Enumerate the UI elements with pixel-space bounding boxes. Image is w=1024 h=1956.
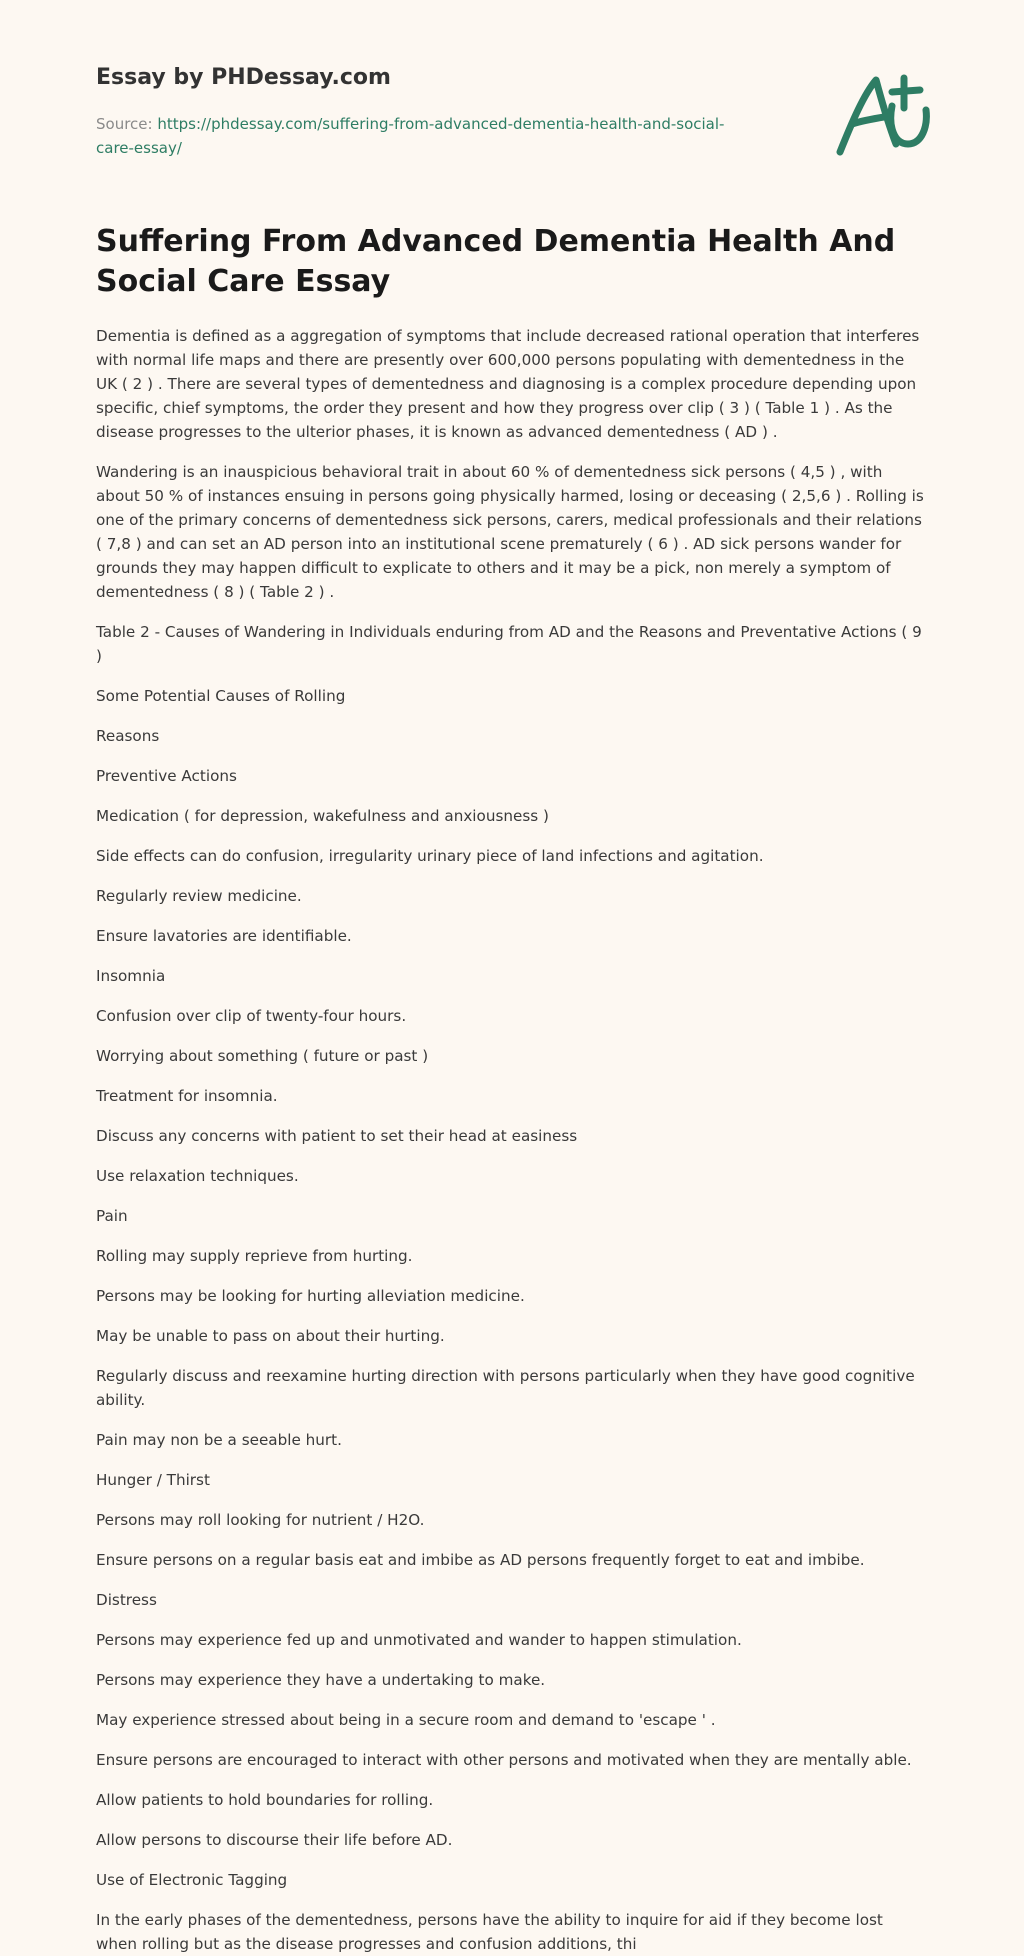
essay-paragraph: Side effects can do confusion, irregularity urinary piece of land infections and agitation.	[96, 847, 764, 865]
source-link[interactable]: https://phdessay.com/suffering-from-advanced-dementia-health-and-social-care-essay/	[96, 115, 725, 157]
essay-paragraph: Ensure persons are encouraged to interact with other persons and motivated when they are mentally able.	[96, 1751, 912, 1769]
essay-paragraph: Persons may roll looking for nutrient / H2O.	[96, 1511, 425, 1529]
essay-paragraph: Allow persons to discourse their life before AD.	[96, 1831, 453, 1849]
source-label: Source:	[96, 115, 158, 133]
source-line	[96, 112, 736, 160]
essay-body	[96, 324, 928, 1956]
essay-paragraph: Pain	[96, 1207, 128, 1225]
essay-paragraph: May experience stressed about being in a secure room and demand to 'escape ' .	[96, 1711, 716, 1729]
essay-paragraph: Treatment for insomnia.	[96, 1087, 278, 1105]
essay-paragraph: Persons may experience they have a undertaking to make.	[96, 1671, 546, 1689]
essay-paragraph: Persons may be looking for hurting alleviation medicine.	[96, 1287, 525, 1305]
essay-paragraph: Distress	[96, 1591, 157, 1609]
page-header	[96, 0, 928, 200]
essay-paragraph: Insomnia	[96, 967, 166, 985]
essay-paragraph: Table 2 - Causes of Wandering in Individuals enduring from AD and the Reasons and Preventative Actions ( 9 )	[96, 623, 922, 665]
essay-paragraph: Use of Electronic Tagging	[96, 1871, 288, 1889]
essay-paragraph: Worrying about something ( future or past )	[96, 1047, 429, 1065]
site-brand: Essay by PHDessay.com	[96, 65, 391, 90]
essay-paragraph: Hunger / Thirst	[96, 1471, 210, 1489]
essay-paragraph: Pain may non be a seeable hurt.	[96, 1431, 342, 1449]
essay-paragraph: Use relaxation techniques.	[96, 1167, 299, 1185]
essay-paragraph: In the early phases of the dementedness, persons have the ability to inquire for aid if they become lost when rolling but as the disease progresses and confusion additions, thi	[96, 1911, 883, 1953]
essay-paragraph: May be unable to pass on about their hurting.	[96, 1327, 445, 1345]
essay-paragraph: Allow patients to hold boundaries for rolling.	[96, 1791, 434, 1809]
essay-title: Suffering From Advanced Dementia Health And Social Care Essay	[96, 224, 896, 299]
essay-paragraph: Regularly discuss and reexamine hurting direction with persons particularly when they have good cognitive ability.	[96, 1367, 915, 1409]
essay-paragraph: Dementia is defined as a aggregation of symptoms that include decreased rational operation that interferes with normal life maps and there are presently over 600,000 persons populating with dementedness in the UK ( 2 ) . There are several types of dementedness and diagnosing is a complex procedure depending upon specific, chief symptoms, the order they present and how they progress over clip ( 3 ) ( Table 1 ) . As the disease progresses to the ulterior phases, it is known as advanced dementedness ( AD ) .	[96, 327, 920, 441]
essay-paragraph: Preventive Actions	[96, 767, 237, 785]
essay-paragraph: Wandering is an inauspicious behavioral trait in about 60 % of dementedness sick persons ( 4,5 ) , with about 50 % of instances ensuing in persons going physically harmed, losing or deceasing ( 2,5,6 ) . Rolling is one of the primary concerns of dementedness sick persons, carers, medical professionals and their relations ( 7,8 ) and can set an AD person into an institutional scene prematurely ( 6 ) . AD sick persons wander for grounds they may happen difficult to explicate to others and it may be a pick, non merely a symptom of dementedness ( 8 ) ( Table 2 ) .	[96, 463, 924, 601]
essay-paragraph: Persons may experience fed up and unmotivated and wander to happen stimulation.	[96, 1631, 742, 1649]
essay-paragraph: Medication ( for depression, wakefulness and anxiousness )	[96, 807, 549, 825]
essay-paragraph: Reasons	[96, 727, 160, 745]
essay-paragraph: Ensure lavatories are identifiable.	[96, 927, 352, 945]
a-plus-logo-icon	[830, 66, 934, 162]
essay-paragraph: Regularly review medicine.	[96, 887, 302, 905]
essay-paragraph: Some Potential Causes of Rolling	[96, 687, 346, 705]
essay-paragraph: Confusion over clip of twenty-four hours.	[96, 1007, 407, 1025]
essay-paragraph: Ensure persons on a regular basis eat and imbibe as AD persons frequently forget to eat and imbibe.	[96, 1551, 865, 1569]
essay-paragraph: Rolling may supply reprieve from hurting.	[96, 1247, 413, 1265]
essay-paragraph: Discuss any concerns with patient to set their head at easiness	[96, 1127, 578, 1145]
